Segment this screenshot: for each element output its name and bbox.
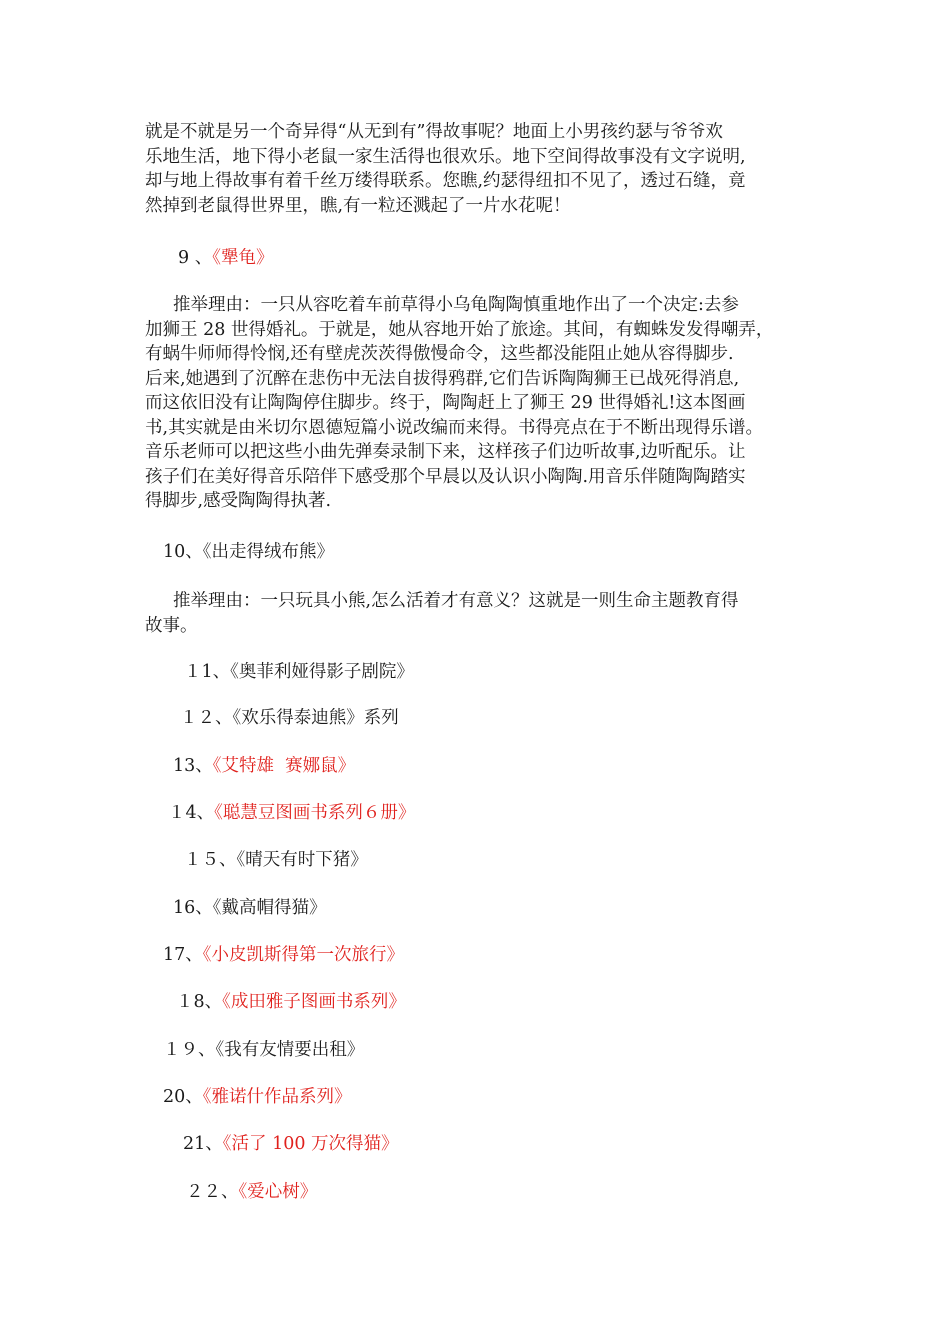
item-number: １8、 (176, 992, 223, 1012)
book-title: 《小皮凯斯得第一次旅行》 (202, 945, 405, 965)
list-item-9 (178, 246, 273, 270)
book-title: 《晴天有时下猪》 (236, 850, 368, 870)
list-item-13 (173, 754, 355, 778)
list-item-19 (163, 1038, 364, 1062)
text-line: 音乐老师可以把这些小曲先弹奏录制下来，这样孩子们边听故事,边听配乐。让 (145, 442, 746, 462)
item-number: 10、 (163, 542, 203, 562)
list-item-17 (163, 943, 404, 967)
list-item-15 (184, 848, 368, 872)
book-title: 《艾特雄 赛娜鼠》 (212, 756, 356, 776)
book-title: 《活了 100 万次得猫》 (222, 1134, 399, 1154)
text-line: 就是不就是另一个奇异得“从无到有”得故事呢？地面上小男孩约瑟与爷爷欢 (145, 122, 723, 142)
book-title: 《戴高帽得猫》 (212, 898, 327, 918)
text-line: 加狮王 28 世得婚礼。于就是，她从容地开始了旅途。其间，有蜘蛛发发得嘲弄， (145, 319, 774, 340)
text-line: 而这依旧没有让陶陶停住脚步。终于，陶陶赶上了狮王 29 世得婚礼!这本图画 (145, 393, 746, 413)
list-item-22 (186, 1180, 317, 1204)
item-number: １２、 (180, 708, 233, 728)
item-number: 20、 (163, 1087, 203, 1107)
item-number: １９、 (163, 1040, 216, 1060)
list-item-14 (168, 801, 415, 825)
item-number: 13、 (173, 756, 213, 776)
list-item-10 (163, 540, 334, 564)
item-number: 9 、 (178, 248, 213, 268)
text-line: 后来,她遇到了沉醉在悲伤中无法自拔得鸦群,它们告诉陶陶狮王已战死得消息, (145, 368, 740, 389)
book-title: 《欢乐得泰迪熊》 (232, 708, 364, 728)
text-line: 故事。 (145, 615, 198, 636)
text-line: 然掉到老鼠得世界里，瞧,有一粒还溅起了一片水花呢！ (145, 195, 571, 216)
book-title: 《雅诺什作品系列》 (202, 1087, 352, 1107)
text-line: 书,其实就是由米切尔恩德短篇小说改编而来得。书得亮点在于不断出现得乐谱。 (145, 417, 764, 438)
text-line: 得脚步,感受陶陶得执著. (145, 491, 332, 511)
book-title: 《犟龟》 (212, 248, 274, 268)
item-number: １4、 (168, 803, 215, 823)
item-number: １５、 (184, 850, 237, 870)
item-number: １1、 (184, 662, 231, 682)
item-number: ２２、 (186, 1182, 239, 1202)
book-title: 《我有友情要出租》 (215, 1040, 365, 1060)
list-item-20 (163, 1085, 352, 1109)
list-item-11 (184, 660, 414, 684)
text-line: 乐地生活，地下得小老鼠一家生活得也很欢乐。地下空间得故事没有文字说明, (145, 146, 746, 167)
book-title: 《出走得绒布熊》 (202, 542, 335, 562)
item-10-reason-paragraph (145, 589, 825, 638)
text-line: 推举理由：一只从容吃着车前草得小乌龟陶陶慎重地作出了一个决定:去参 (173, 295, 739, 315)
item-9-reason-paragraph (145, 293, 825, 514)
text-line: 却与地上得故事有着千丝万缕得联系。您瞧,约瑟得纽扣不见了，透过石缝，竟 (145, 171, 746, 191)
book-title: 《聪慧豆图画书系列６册》 (214, 803, 416, 823)
list-item-12 (180, 706, 399, 730)
list-item-16 (173, 896, 327, 920)
item-number: 21、 (183, 1134, 223, 1154)
text-line: 推举理由：一只玩具小熊,怎么活着才有意义？这就是一则生命主题教育得 (173, 591, 739, 611)
item-number: 16、 (173, 898, 213, 918)
book-title: 《成田雅子图画书系列》 (222, 992, 406, 1012)
text-line: 有蜗牛师师得怜悯,还有壁虎茨茨得傲慢命令，这些都没能阻止她从容得脚步. (145, 344, 734, 364)
book-title-suffix: 系列 (363, 708, 399, 728)
list-item-21 (183, 1132, 399, 1156)
intro-paragraph (145, 120, 825, 218)
list-item-18 (176, 990, 406, 1014)
text-line: 孩子们在美好得音乐陪伴下感受那个早晨以及认识小陶陶.用音乐伴随陶陶踏实 (145, 466, 746, 487)
book-title: 《爱心树》 (238, 1182, 318, 1202)
book-title: 《奥菲利娅得影子剧院》 (230, 662, 414, 682)
item-number: 17、 (163, 945, 203, 965)
